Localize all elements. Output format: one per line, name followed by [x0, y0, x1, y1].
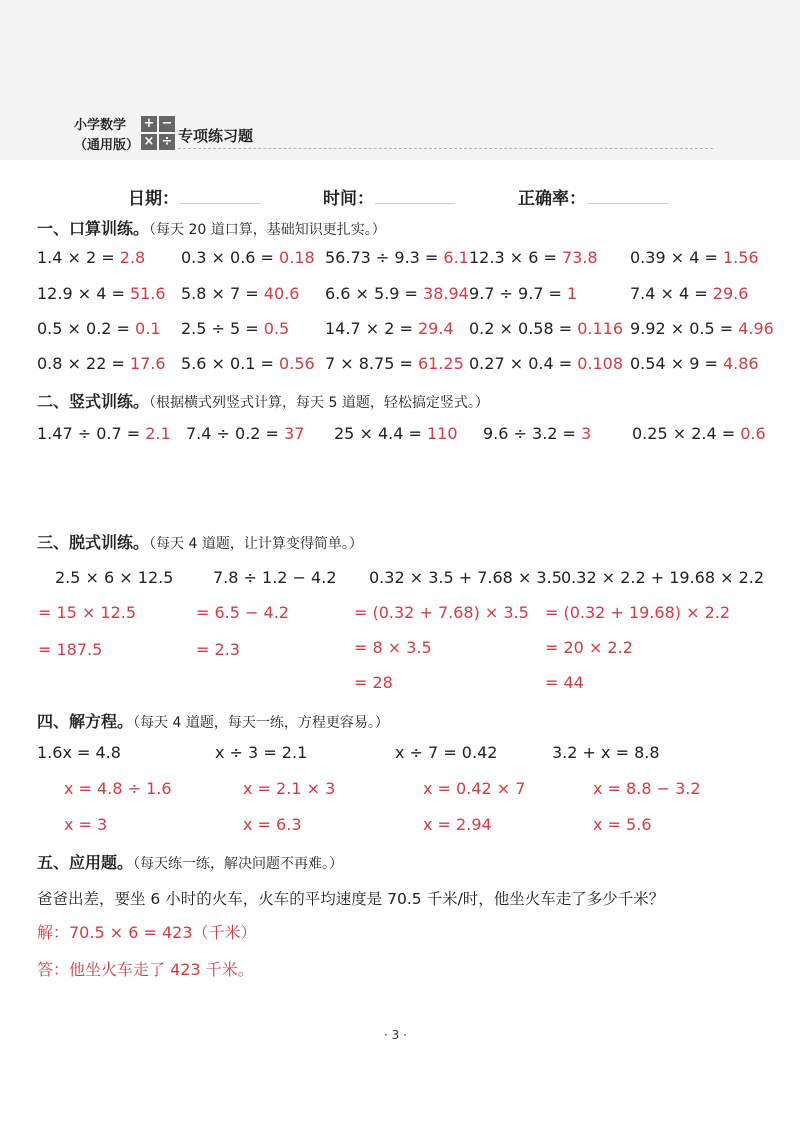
section-title — [37, 530, 363, 553]
question: 5.8 × 7 = — [181, 284, 264, 303]
section-heading: 五、应用题。 — [37, 853, 134, 872]
minus-icon: − — [159, 116, 175, 132]
equation: x ÷ 7 = 0.42 — [395, 743, 498, 762]
equation-step: x = 0.42 × 7 — [423, 779, 526, 798]
answer: 61.25 — [417, 354, 464, 373]
oral-item — [181, 284, 299, 303]
oral-item — [469, 319, 623, 338]
answer: 0.6 — [740, 424, 766, 443]
vertical-item — [483, 424, 591, 443]
stepwise-expr: 7.8 ÷ 1.2 − 4.2 — [213, 568, 337, 587]
oral-item — [325, 248, 469, 267]
question: 1.47 ÷ 0.7 = — [37, 424, 146, 443]
series-title: 专项练习题 — [178, 127, 254, 145]
answer: 6.1 — [443, 248, 469, 267]
question: 7.4 × 4 = — [630, 284, 713, 303]
stepwise-step: = 28 — [354, 673, 393, 692]
accuracy-blank — [588, 203, 668, 204]
oral-item — [37, 354, 166, 373]
problem-solution: 解：70.5 × 6 = 423（千米） — [37, 923, 257, 942]
stepwise-step: = 187.5 — [38, 640, 103, 659]
stepwise-step: = 44 — [545, 673, 584, 692]
answer: 0.1 — [135, 319, 161, 338]
stepwise-expr: 0.32 × 3.5 + 7.68 × 3.5 — [369, 568, 562, 587]
oral-item — [630, 354, 759, 373]
question: 6.6 × 5.9 = — [325, 284, 424, 303]
problem-text: 爸爸出差，要坐 6 小时的火车，火车的平均速度是 70.5 千米/时，他坐火车走了多少千米？ — [37, 890, 665, 908]
answer: 3 — [581, 424, 592, 443]
question: 7.4 ÷ 0.2 = — [186, 424, 285, 443]
stepwise-step: = 6.5 − 4.2 — [196, 603, 289, 622]
stepwise-step: = 20 × 2.2 — [545, 638, 633, 657]
oral-item — [630, 248, 759, 267]
section-heading: 一、口算训练。 — [37, 219, 150, 238]
equation-step: x = 5.6 — [593, 815, 652, 834]
section-heading: 三、脱式训练。 — [37, 533, 150, 552]
section-note: （每天练一练，解决问题不再难。） — [133, 856, 344, 872]
section-note: （每天 4 道题，让计算变得简单。） — [149, 536, 363, 552]
answer: 17.6 — [129, 354, 166, 373]
stepwise-step: = 2.3 — [196, 640, 240, 659]
section-heading: 四、解方程。 — [37, 712, 134, 731]
stepwise-step: = (0.32 + 19.68) × 2.2 — [545, 603, 731, 622]
section-title — [37, 389, 489, 412]
vertical-item — [334, 424, 458, 443]
oral-item — [469, 354, 623, 373]
oral-item — [469, 248, 598, 267]
section-title — [37, 850, 343, 873]
question: 0.3 × 0.6 = — [181, 248, 280, 267]
stepwise-step: = 15 × 12.5 — [38, 603, 137, 622]
vertical-item — [632, 424, 766, 443]
question: 0.2 × 0.58 = — [469, 319, 578, 338]
stepwise-step: = (0.32 + 7.68) × 3.5 — [354, 603, 529, 622]
oral-item — [469, 284, 577, 303]
equation-step: x = 2.1 × 3 — [243, 779, 336, 798]
oral-item — [325, 284, 469, 303]
question: 0.25 × 2.4 = — [632, 424, 741, 443]
plus-icon: + — [141, 116, 157, 132]
answer: 40.6 — [263, 284, 300, 303]
brand-edition: （通用版） — [74, 138, 140, 153]
page-number: · 3 · — [384, 1028, 407, 1042]
stepwise-expr: 0.32 × 2.2 + 19.68 × 2.2 — [561, 568, 765, 587]
question: 9.92 × 0.5 = — [630, 319, 739, 338]
question: 0.54 × 9 = — [630, 354, 723, 373]
oral-item — [325, 354, 464, 373]
question: 9.6 ÷ 3.2 = — [483, 424, 582, 443]
times-icon: × — [141, 134, 157, 150]
equation: x ÷ 3 = 2.1 — [215, 743, 308, 762]
stepwise-expr: 2.5 × 6 × 12.5 — [55, 568, 174, 587]
problem-answer: 答：他坐火车走了 423 千米。 — [37, 960, 254, 979]
time-blank — [375, 203, 455, 204]
equation-step: x = 4.8 ÷ 1.6 — [64, 779, 172, 798]
question: 2.5 ÷ 5 = — [181, 319, 264, 338]
answer: 37 — [284, 424, 305, 443]
answer: 0.18 — [279, 248, 315, 267]
equation-step: x = 8.8 − 3.2 — [593, 779, 701, 798]
answer: 0.56 — [279, 354, 315, 373]
equation: 1.6x = 4.8 — [37, 743, 121, 762]
question: 12.9 × 4 = — [37, 284, 130, 303]
section-title — [37, 709, 389, 732]
oral-item — [181, 319, 289, 338]
equation: 3.2 + x = 8.8 — [552, 743, 660, 762]
answer: 51.6 — [129, 284, 166, 303]
answer: 29.4 — [417, 319, 454, 338]
answer: 0.108 — [577, 354, 624, 373]
question: 7 × 8.75 = — [325, 354, 418, 373]
oral-item — [181, 354, 315, 373]
answer: 2.1 — [145, 424, 171, 443]
answer: 4.86 — [722, 354, 759, 373]
section-note: （根据横式列竖式计算，每天 5 道题，轻松搞定竖式。） — [149, 395, 489, 411]
equation-step: x = 3 — [64, 815, 108, 834]
question: 5.6 × 0.1 = — [181, 354, 280, 373]
section-heading: 二、竖式训练。 — [37, 392, 150, 411]
oral-item — [630, 284, 748, 303]
date-blank — [180, 203, 260, 204]
answer: 4.96 — [738, 319, 774, 338]
vertical-item — [37, 424, 171, 443]
question: 0.8 × 22 = — [37, 354, 130, 373]
question: 0.27 × 0.4 = — [469, 354, 578, 373]
question: 56.73 ÷ 9.3 = — [325, 248, 444, 267]
accuracy-label: 正确率： — [518, 189, 586, 209]
operator-logo — [141, 116, 175, 150]
answer: 0.5 — [263, 319, 290, 338]
header-divider — [178, 148, 713, 149]
oral-item — [37, 284, 166, 303]
answer: 1 — [567, 284, 578, 303]
oral-item — [630, 319, 774, 338]
section-title — [37, 216, 386, 239]
question: 25 × 4.4 = — [334, 424, 427, 443]
question: 0.39 × 4 = — [630, 248, 723, 267]
answer: 73.8 — [561, 248, 598, 267]
time-label: 时间： — [323, 189, 374, 209]
answer: 2.8 — [119, 248, 146, 267]
section-note: （每天 4 道题，每天一练，方程更容易。） — [133, 715, 389, 731]
equation-step: x = 6.3 — [243, 815, 302, 834]
oral-item — [325, 319, 454, 338]
question: 14.7 × 2 = — [325, 319, 418, 338]
oral-item — [37, 319, 161, 338]
question: 9.7 ÷ 9.7 = — [469, 284, 568, 303]
brand-title: 小学数学 — [74, 118, 127, 133]
section-note: （每天 20 道口算，基础知识更扎实。） — [149, 222, 386, 238]
vertical-item — [186, 424, 304, 443]
answer: 29.6 — [712, 284, 749, 303]
divide-icon: ÷ — [159, 134, 175, 150]
date-label: 日期： — [128, 189, 179, 209]
question: 0.5 × 0.2 = — [37, 319, 136, 338]
oral-item — [181, 248, 315, 267]
stepwise-step: = 8 × 3.5 — [354, 638, 432, 657]
answer: 38.94 — [423, 284, 469, 303]
answer: 1.56 — [722, 248, 759, 267]
equation-step: x = 2.94 — [423, 815, 492, 834]
answer: 0.116 — [577, 319, 624, 338]
question: 12.3 × 6 = — [469, 248, 562, 267]
answer: 110 — [426, 424, 458, 443]
question: 1.4 × 2 = — [37, 248, 120, 267]
oral-item — [37, 248, 145, 267]
